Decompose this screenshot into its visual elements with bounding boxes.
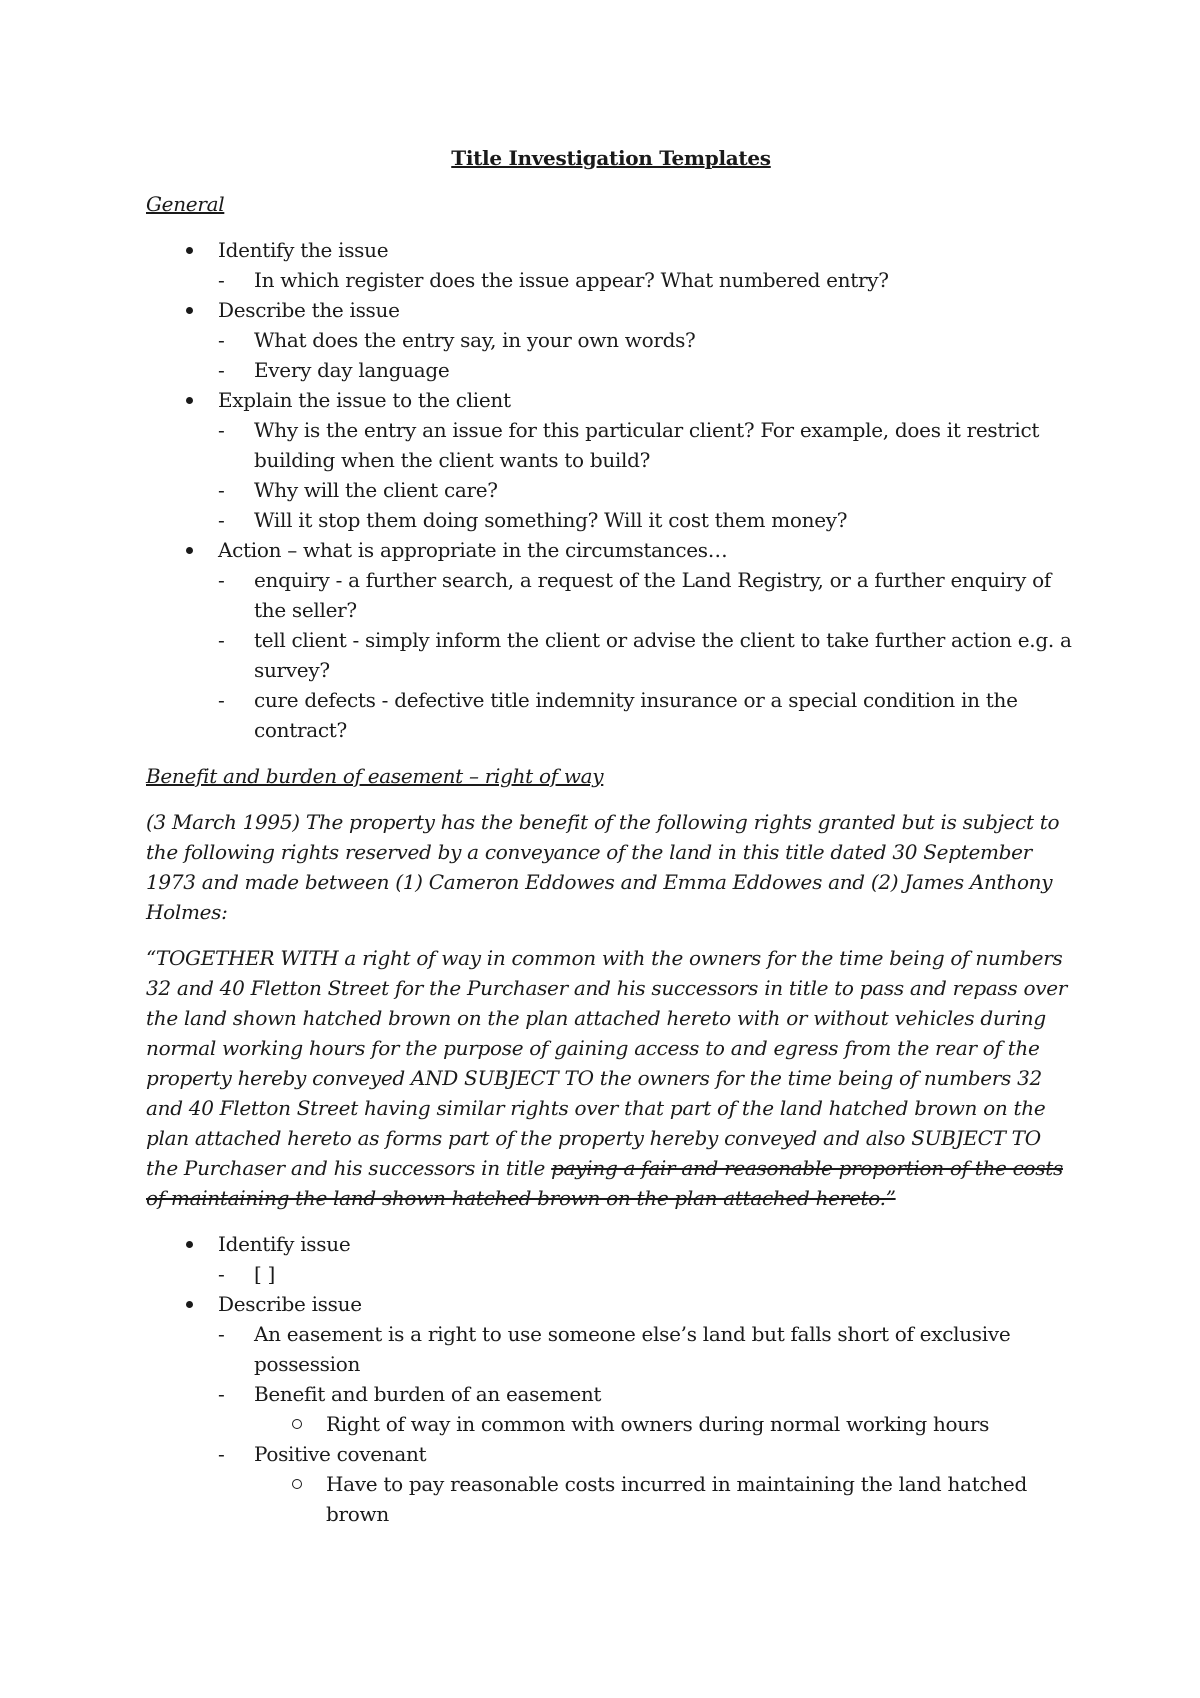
- nested-list: [254, 1409, 1076, 1439]
- sub-list-item: [218, 355, 1076, 385]
- dash-icon: -: [218, 688, 225, 712]
- bullet-icon: [186, 247, 193, 254]
- document-title: Title Investigation Templates: [451, 146, 771, 170]
- sub-list-item-text: enquiry - a further search, a request of the Land Registry, or a further enquiry of the seller?: [254, 568, 1051, 622]
- nested-list: [254, 1469, 1076, 1529]
- dash-icon: -: [218, 1442, 225, 1466]
- sub-list-item: [218, 625, 1076, 685]
- bullet-icon: [186, 397, 193, 404]
- dash-icon: -: [218, 478, 225, 502]
- circle-bullet-icon: [292, 1419, 302, 1429]
- bullet-icon: [186, 1301, 193, 1308]
- dash-icon: -: [218, 268, 225, 292]
- conveyance-quote: [146, 943, 1076, 1213]
- dash-icon: -: [218, 1382, 225, 1406]
- list-item: [146, 535, 1076, 745]
- dash-icon: -: [218, 568, 225, 592]
- sub-list-item: [218, 1379, 1076, 1439]
- list-item: [146, 235, 1076, 295]
- dash-icon: -: [218, 628, 225, 652]
- nested-list-item: [254, 1409, 1076, 1439]
- sub-list: [218, 1259, 1076, 1289]
- sub-list-item: [218, 1259, 1076, 1289]
- list-item-label: Identify issue: [218, 1232, 351, 1256]
- sub-list: [218, 325, 1076, 385]
- list-item-label: Identify the issue: [218, 238, 389, 262]
- sub-list-item: [218, 1319, 1076, 1379]
- sub-list-item-text: Will it stop them doing something? Will it cost them money?: [254, 508, 848, 532]
- list-item-label: Describe the issue: [218, 298, 400, 322]
- bullet-icon: [186, 1241, 193, 1248]
- sub-list-item-text: Positive covenant: [254, 1442, 427, 1466]
- general-heading: General: [146, 192, 225, 216]
- list-item: [146, 1229, 1076, 1289]
- bullet-icon: [186, 307, 193, 314]
- list-item: [146, 385, 1076, 535]
- sub-list-item: [218, 475, 1076, 505]
- sub-list-item-text: In which register does the issue appear? What numbered entry?: [254, 268, 889, 292]
- nested-list-item: [254, 1469, 1076, 1529]
- struck-through-text: paying a fair and reasonable proportion of the costs of maintaining the land shown hatched brown on the plan attached hereto.”: [146, 1156, 1063, 1210]
- sub-list-item-text: An easement is a right to use someone else’s land but falls short of exclusive possession: [254, 1322, 1011, 1376]
- list-item: [146, 295, 1076, 385]
- sub-list-item: [218, 685, 1076, 745]
- sub-list-item-text: What does the entry say, in your own words?: [254, 328, 696, 352]
- quote-text: “TOGETHER WITH a right of way in common with the owners for the time being of numbers 32 and 40 Fletton Street for the Purchaser and his successors in title to pass and repass over the land shown hatched brown on the plan attached hereto with or without vehicles during normal working hours for the purpose of gaining access to and egress from the rear of the property hereby conveyed AND SUBJECT TO the owners for the time being of numbers 32 and 40 Fletton Street having similar rights over that part of the land hatched brown on the plan attached hereto as forms part of the property hereby conveyed and also SUBJECT TO the Purchaser and his successors in title: [146, 946, 1068, 1180]
- sub-list-item: [218, 505, 1076, 535]
- nested-list-item-text: Right of way in common with owners during normal working hours: [326, 1412, 990, 1436]
- document-body: [146, 143, 1076, 1545]
- nested-list-item-text: Have to pay reasonable costs incurred in maintaining the land hatched brown: [326, 1472, 1027, 1526]
- dash-icon: -: [218, 1262, 225, 1286]
- easement-analysis-list: [146, 1229, 1076, 1529]
- sub-list-item: [218, 265, 1076, 295]
- sub-list-item-text: Benefit and burden of an easement: [254, 1382, 602, 1406]
- general-checklist: [146, 235, 1076, 745]
- dash-icon: -: [218, 358, 225, 382]
- list-item-label: Explain the issue to the client: [218, 388, 511, 412]
- sub-list-item: [218, 565, 1076, 625]
- list-item: [146, 1289, 1076, 1529]
- sub-list-item-text: Every day language: [254, 358, 450, 382]
- sub-list: [218, 1319, 1076, 1529]
- sub-list-item-text: tell client - simply inform the client or advise the client to take further action e.g. a survey?: [254, 628, 1072, 682]
- sub-list: [218, 265, 1076, 295]
- list-item-label: Describe issue: [218, 1292, 362, 1316]
- sub-list-item-text: Why will the client care?: [254, 478, 498, 502]
- sub-list-item-text: cure defects - defective title indemnity insurance or a special condition in the contract?: [254, 688, 1018, 742]
- register-entry-paragraph: (3 March 1995) The property has the benefit of the following rights granted but is subject to the following rights reserved by a conveyance of the land in this title dated 30 September 1973 and made between (1) Cameron Eddowes and Emma Eddowes and (2) James Anthony Holmes:: [146, 810, 1060, 924]
- sub-list-item-text: Why is the entry an issue for this particular client? For example, does it restrict building when the client wants to build?: [254, 418, 1040, 472]
- easement-heading: Benefit and burden of easement – right of way: [146, 764, 604, 788]
- circle-bullet-icon: [292, 1479, 302, 1489]
- placeholder-brackets: [ ]: [254, 1262, 276, 1286]
- sub-list-item: [218, 1439, 1076, 1529]
- bullet-icon: [186, 547, 193, 554]
- sub-list: [218, 565, 1076, 745]
- sub-list-item: [218, 325, 1076, 355]
- sub-list-item: [218, 415, 1076, 475]
- dash-icon: -: [218, 508, 225, 532]
- dash-icon: -: [218, 1322, 225, 1346]
- list-item-label: Action – what is appropriate in the circumstances…: [218, 538, 728, 562]
- dash-icon: -: [218, 328, 225, 352]
- dash-icon: -: [218, 418, 225, 442]
- sub-list: [218, 415, 1076, 535]
